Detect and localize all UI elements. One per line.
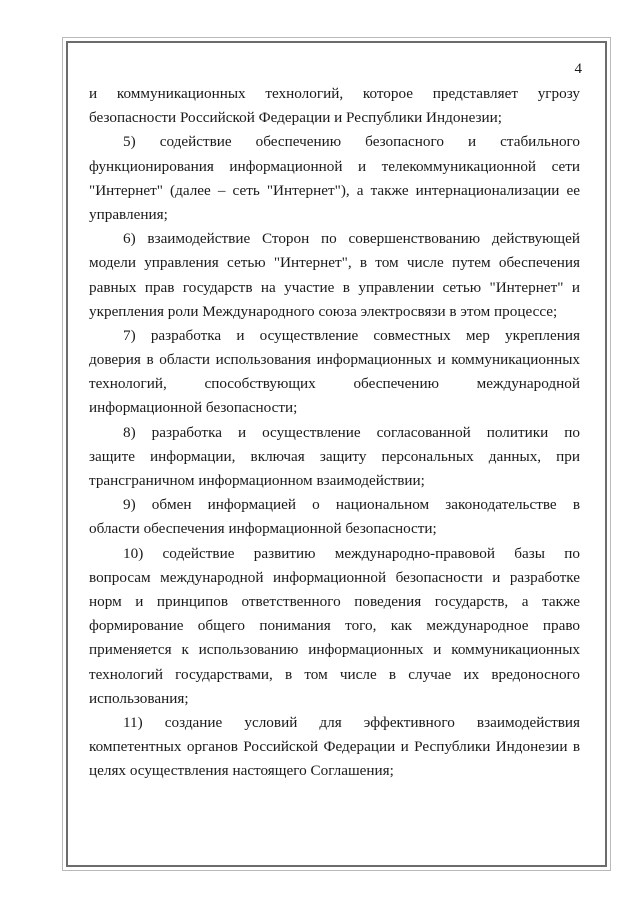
text-line: 8) разработка и осуществление согласованной политики по — [123, 423, 580, 441]
text-line: управления; — [89, 205, 168, 223]
text-line: вопросам международной информационной безопасности и разработке — [89, 568, 580, 586]
text-line: 10) содействие развитию международно-правовой базы по — [123, 544, 580, 562]
text-line: 5) содействие обеспечению безопасного и стабильного — [123, 133, 580, 151]
text-line: доверия в области использования информационных и коммуникационных — [89, 351, 580, 369]
text-line: применяется к использованию информационных и коммуникационных — [89, 641, 580, 659]
text-line: формирование общего понимания того, как международное право — [89, 617, 580, 635]
text-line: 11) создание условий для эффективного взаимодействия — [123, 713, 580, 731]
text-line: технологий, способствующих обеспечению международной — [89, 375, 580, 393]
body-text — [89, 82, 580, 783]
text-line: и коммуникационных технологий, которое представляет угрозу — [89, 85, 580, 102]
text-line: информационной безопасности; — [89, 399, 298, 417]
text-line: 9) обмен информацией о национальном законодательстве в — [123, 496, 580, 514]
text-line: укрепления роли Международного союза электросвязи в этом процессе; — [89, 302, 558, 320]
text-line: "Интернет" (далее – сеть "Интернет"), а также интернационализации ее — [89, 181, 580, 199]
text-line: функционирования информационной и телекоммуникационной сети — [89, 157, 580, 175]
text-line: использования; — [89, 689, 189, 707]
text-line: модели управления сетью "Интернет", в том числе путем обеспечения — [89, 254, 580, 272]
text-line: компетентных органов Российской Федерации и Республики Индонезии в — [89, 738, 580, 756]
text-line: 7) разработка и осуществление совместных мер укрепления — [123, 326, 580, 344]
text-line: области обеспечения информационной безопасности; — [89, 520, 437, 538]
page-number: 4 — [574, 61, 582, 77]
text-line: 6) взаимодействие Сторон по совершенствованию действующей — [123, 230, 580, 248]
text-line: защите информации, включая защиту персональных данных, при — [89, 447, 580, 465]
text-line: целях осуществления настоящего Соглашения; — [89, 762, 394, 780]
text-line: технологий государствами, в том числе в случае их вредоносного — [89, 665, 580, 683]
text-line: равных прав государств на участие в управлении сетью "Интернет" и — [89, 278, 580, 296]
text-line: норм и принципов ответственного поведения государств, а также — [89, 592, 580, 610]
text-line: безопасности Российской Федерации и Республики Индонезии; — [89, 109, 502, 127]
text-line: трансграничном информационном взаимодействии; — [89, 472, 425, 489]
